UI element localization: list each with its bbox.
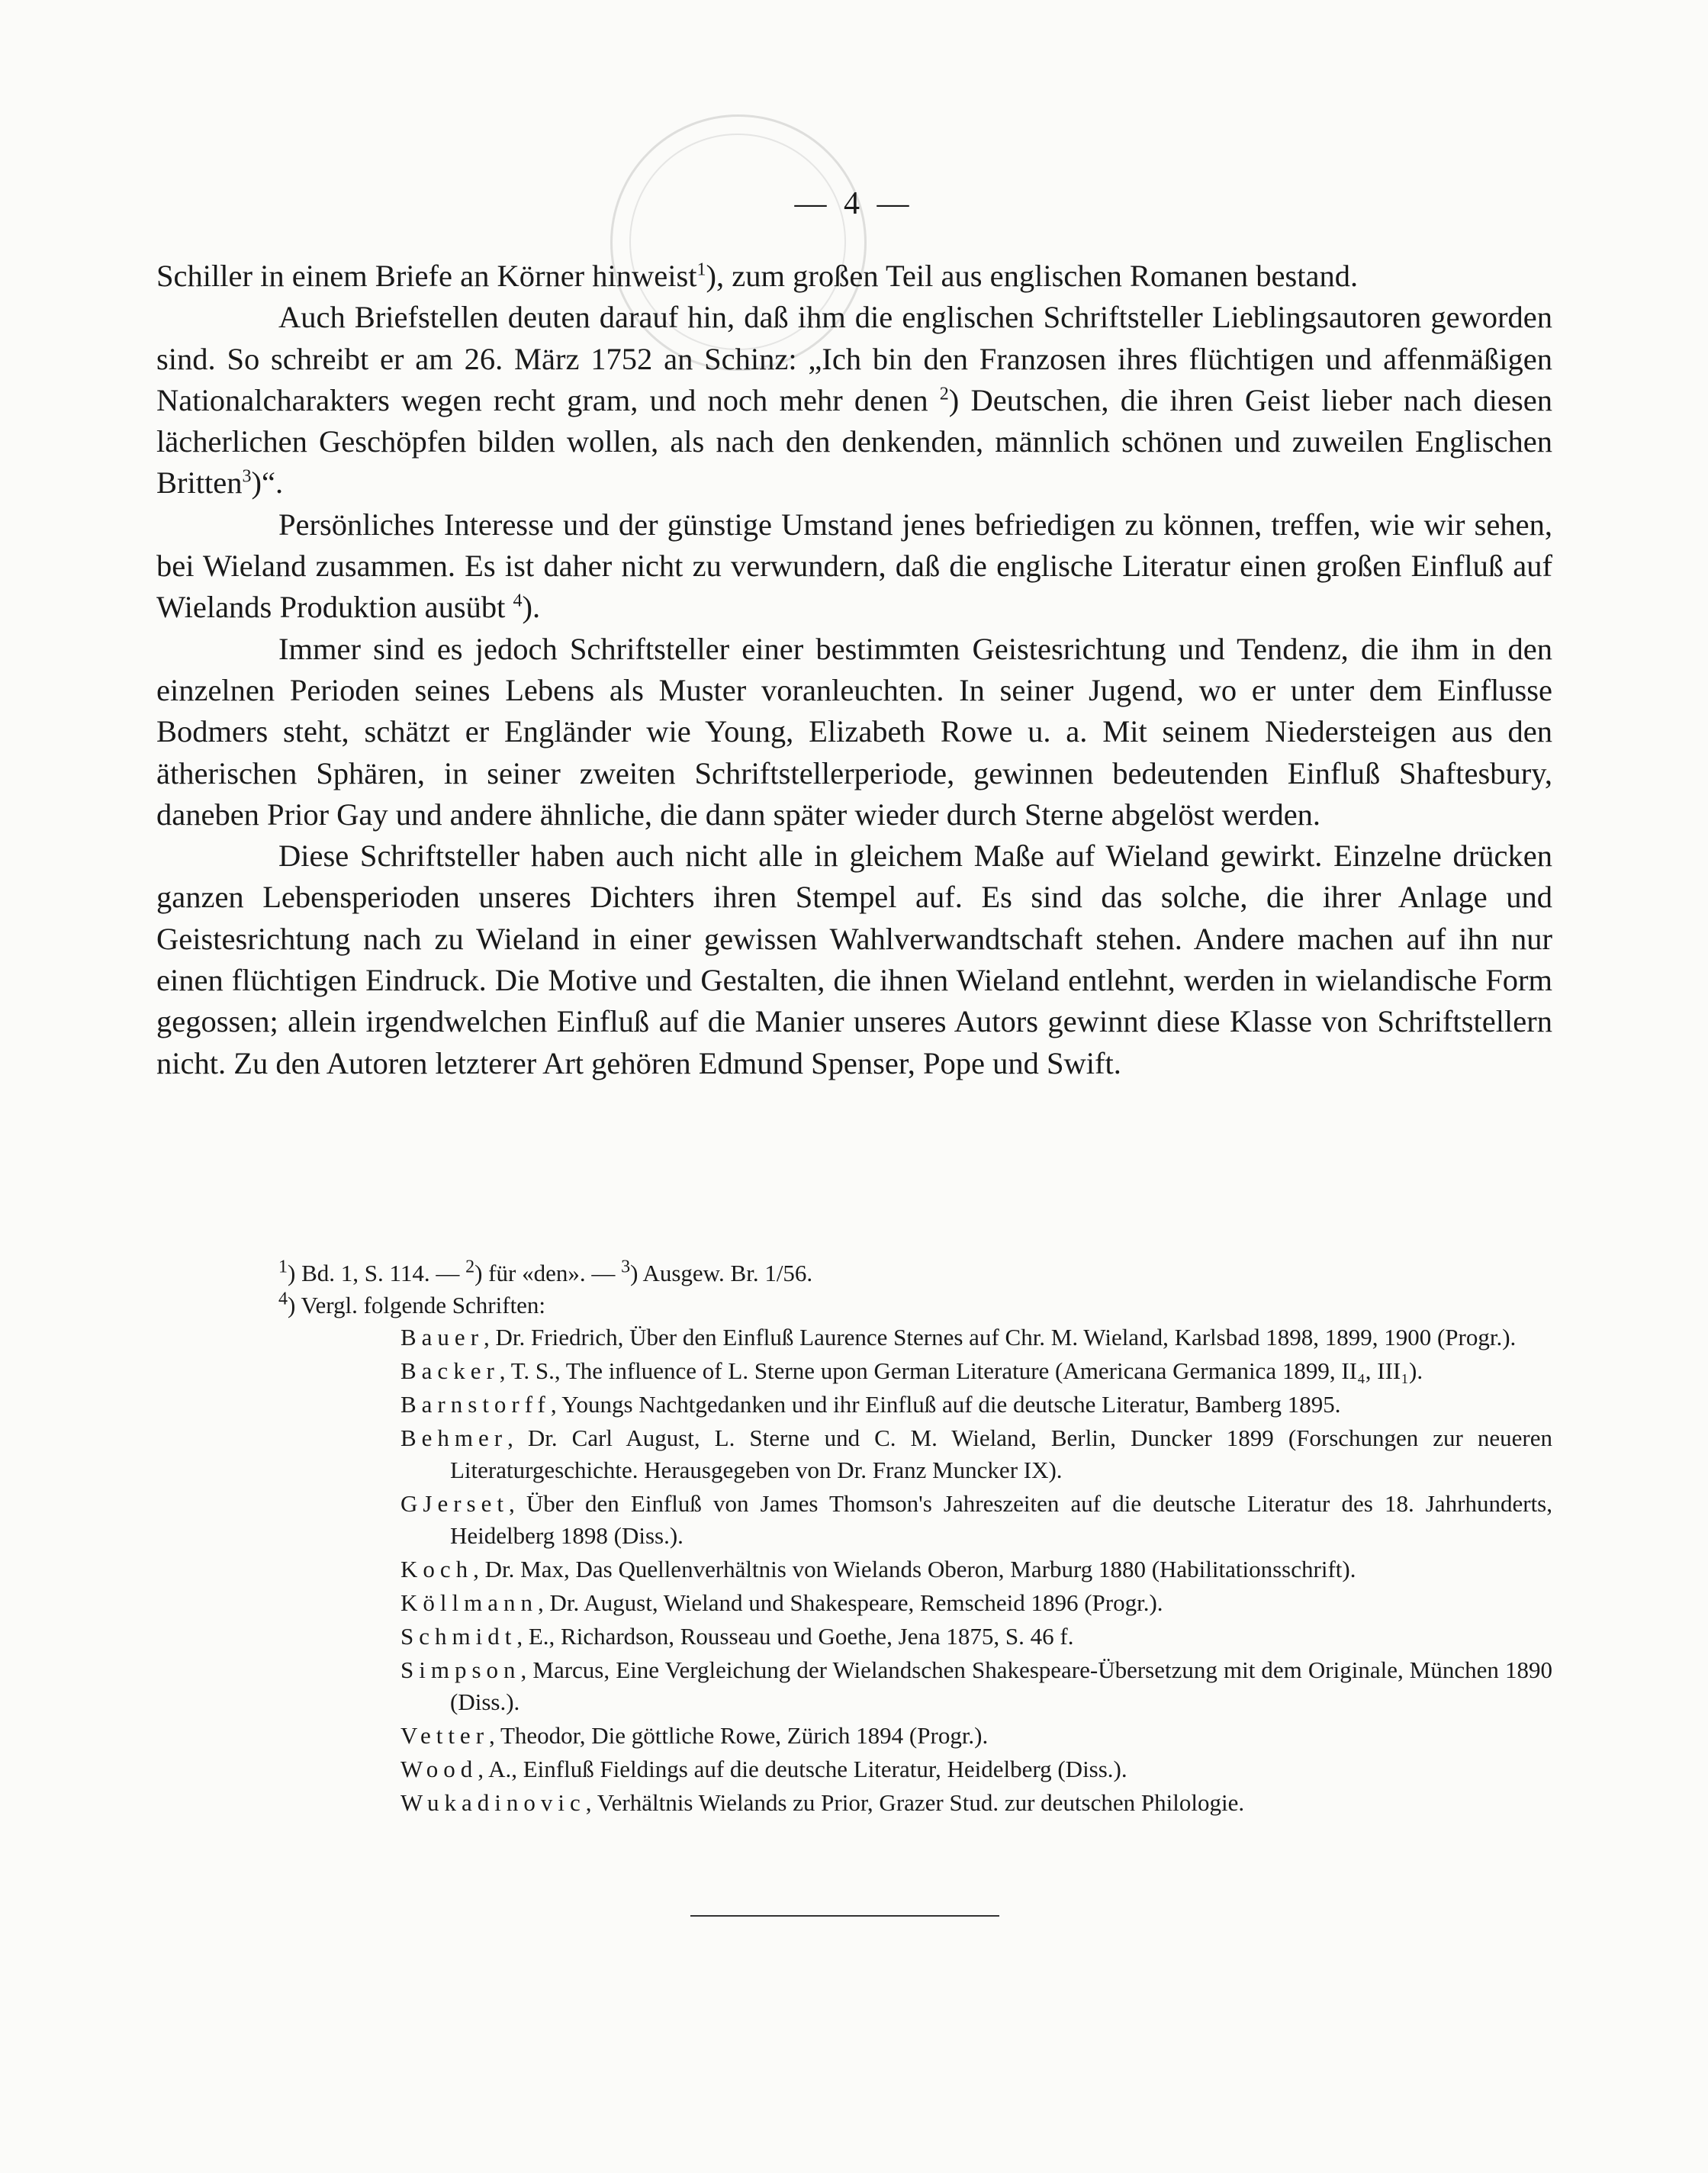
paragraph bbox=[156, 297, 1552, 504]
literature-entry bbox=[278, 1654, 1552, 1718]
literature-entry bbox=[278, 1753, 1552, 1785]
author-name: Koch bbox=[400, 1556, 474, 1582]
entry-text: , T. S., The influence of L. Sterne upon German Literature (Americana Germanica 1899, II₄, III₁). bbox=[499, 1357, 1423, 1384]
literature-entry bbox=[278, 1720, 1552, 1752]
footnote-ref: 2 bbox=[939, 384, 949, 404]
text-run: ), zum großen Teil aus englischen Romanen bestand. bbox=[706, 259, 1359, 293]
entry-text: , Youngs Nachtgedanken und ihr Einfluß auf die deutsche Literatur, Bamberg 1895. bbox=[550, 1391, 1341, 1418]
entry-text: , Dr. Max, Das Quellenverhältnis von Wielands Oberon, Marburg 1880 (Habilitationsschrift). bbox=[473, 1556, 1356, 1582]
footnote-ref: 4 bbox=[513, 591, 523, 611]
author-name: GJerset bbox=[400, 1490, 509, 1517]
literature-list bbox=[156, 1322, 1552, 1819]
literature-entry bbox=[278, 1322, 1552, 1354]
author-name: Simpson bbox=[400, 1656, 521, 1683]
text-run: ) Bd. 1, S. 114. — bbox=[288, 1260, 466, 1286]
paragraph bbox=[156, 256, 1552, 297]
entry-text: , Theodor, Die göttliche Rowe, Zürich 1894 (Progr.). bbox=[489, 1722, 989, 1749]
footnote bbox=[156, 1257, 1552, 1289]
literature-entry bbox=[278, 1553, 1552, 1585]
footnote-ref: 2 bbox=[465, 1257, 475, 1277]
author-name: Wukadinovic bbox=[400, 1789, 586, 1816]
literature-entry bbox=[278, 1621, 1552, 1653]
text-run: Persönliches Interesse und der günstige Umstand jenes befriedigen zu können, treffen, wie wir sehen, bei Wieland zusammen. Es ist daher nicht zu verwundern, daß die englische Literatur einen großen Einfluß auf Wielands Produktion ausübt bbox=[156, 507, 1552, 625]
entry-text: , Dr. Carl August, L. Sterne und C. M. Wieland, Berlin, Duncker 1899 (Forschungen zur neueren Literaturgeschichte. Herausgegeben von Dr. Franz Muncker IX). bbox=[450, 1425, 1552, 1483]
page-number: — 4 — bbox=[794, 186, 914, 221]
entry-text: , Über den Einfluß von James Thomson's Jahreszeiten auf die deutsche Literatur des 18. Jahrhunderts, Heidelberg 1898 (Diss.). bbox=[450, 1490, 1552, 1549]
text-run: Schiller in einem Briefe an Körner hinweist bbox=[156, 259, 697, 293]
text-run: )“. bbox=[251, 465, 284, 501]
footnote-ref: 3 bbox=[621, 1257, 631, 1277]
text-run: ) Deutschen, die ihren Geist lieber nach diesen lächerlichen Geschöpfen bilden wollen, als nach den denkenden, männlich schönen und zuweilen Englischen Britten bbox=[156, 382, 1553, 501]
author-name: Köllmann bbox=[400, 1589, 538, 1616]
text-run: ) für «den». — bbox=[474, 1260, 622, 1286]
entry-text: , A., Einfluß Fieldings auf die deutsche Literatur, Heidelberg (Diss.). bbox=[478, 1756, 1127, 1782]
paragraph bbox=[156, 835, 1552, 1084]
literature-entry bbox=[278, 1787, 1552, 1819]
entry-text: , Marcus, Eine Vergleichung der Wielandschen Shakespeare-Übersetzung mit dem Originale, München 1890 (Diss.). bbox=[450, 1656, 1552, 1715]
entry-text: , Verhältnis Wielands zu Prior, Grazer Stud. zur deutschen Philologie. bbox=[585, 1789, 1245, 1816]
paragraph bbox=[156, 629, 1552, 835]
text-run: ) Ausgew. Br. 1/56. bbox=[630, 1260, 813, 1286]
literature-entry bbox=[278, 1488, 1552, 1552]
text-run: ) Vergl. folgende Schriften: bbox=[288, 1292, 546, 1318]
entry-text: , E., Richardson, Rousseau und Goethe, Jena 1875, S. 46 f. bbox=[516, 1623, 1074, 1650]
literature-entry bbox=[278, 1355, 1552, 1387]
footnote-ref: 3 bbox=[242, 466, 252, 487]
author-name: Vetter bbox=[400, 1722, 490, 1749]
footnote-ref: 1 bbox=[278, 1257, 288, 1277]
footnote bbox=[156, 1289, 1552, 1322]
body-text bbox=[156, 256, 1552, 1084]
author-name: Barnstorff bbox=[400, 1391, 551, 1418]
text-run: ). bbox=[522, 590, 541, 625]
end-rule bbox=[690, 1915, 999, 1917]
author-name: Backer bbox=[400, 1357, 500, 1384]
literature-entry bbox=[278, 1389, 1552, 1421]
literature-entry bbox=[278, 1587, 1552, 1619]
footnote-ref: 1 bbox=[696, 259, 706, 280]
entry-text: , Dr. August, Wieland und Shakespeare, Remscheid 1896 (Progr.). bbox=[538, 1589, 1163, 1616]
author-name: Behmer bbox=[400, 1425, 508, 1451]
author-name: Wood bbox=[400, 1756, 478, 1782]
footnotes bbox=[156, 1257, 1552, 1820]
text-run: Immer sind es jedoch Schriftsteller einer bestimmten Geistesrichtung und Tendenz, die ihm in den einzelnen Perioden seines Lebens als Muster voranleuchten. In seiner Jugend, wo er unter dem Einflusse Bodmers steht, schätzt er Engländer wie Young, Elizabeth Rowe u. a. Mit seinem Niedersteigen aus den ätherischen Sphären, in seiner zweiten Schriftstellerperiode, gewinnen bedeutenden Einfluß Shaftesbury, daneben Prior Gay und andere ähnliche, die dann später wieder durch Sterne abgelöst werden. bbox=[156, 631, 1552, 832]
literature-entry bbox=[278, 1422, 1552, 1486]
paragraph bbox=[156, 504, 1552, 629]
text-run: Diese Schriftsteller haben auch nicht alle in gleichem Maße auf Wieland gewirkt. Einzelne drücken ganzen Lebensperioden unseres Dichters ihren Stempel auf. Es sind das solche, die ihrer Anlage und Geistesrichtung nach zu Wieland in einer gewissen Wahlverwandtschaft stehen. Andere machen auf ihn nur einen flüchtigen Eindruck. Die Motive und Gestalten, die ihnen Wieland entlehnt, werden in wielandische Form gegossen; allein irgendwelchen Einfluß auf die Manier unseres Autors gewinnt diese Klasse von Schriftstellern nicht. Zu den Autoren letzterer Art gehören Edmund Spenser, Pope und Swift. bbox=[156, 839, 1552, 1080]
footnote-ref: 4 bbox=[278, 1289, 288, 1309]
entry-text: , Dr. Friedrich, Über den Einfluß Laurence Sternes auf Chr. M. Wieland, Karlsbad 1898, 1899, 1900 (Progr.). bbox=[484, 1324, 1517, 1350]
author-name: Schmidt bbox=[400, 1623, 517, 1650]
text-run: Auch Briefstellen deuten darauf hin, daß ihm die englischen Schriftsteller Lieblingsautoren geworden sind. So schreibt er am 26. März 1752 an Schinz: „Ich bin den Franzosen ihres flüchtigen und affenmäßigen Nationalcharakters wegen recht gram, und noch mehr denen bbox=[156, 300, 1552, 417]
author-name: Bauer bbox=[400, 1324, 484, 1350]
